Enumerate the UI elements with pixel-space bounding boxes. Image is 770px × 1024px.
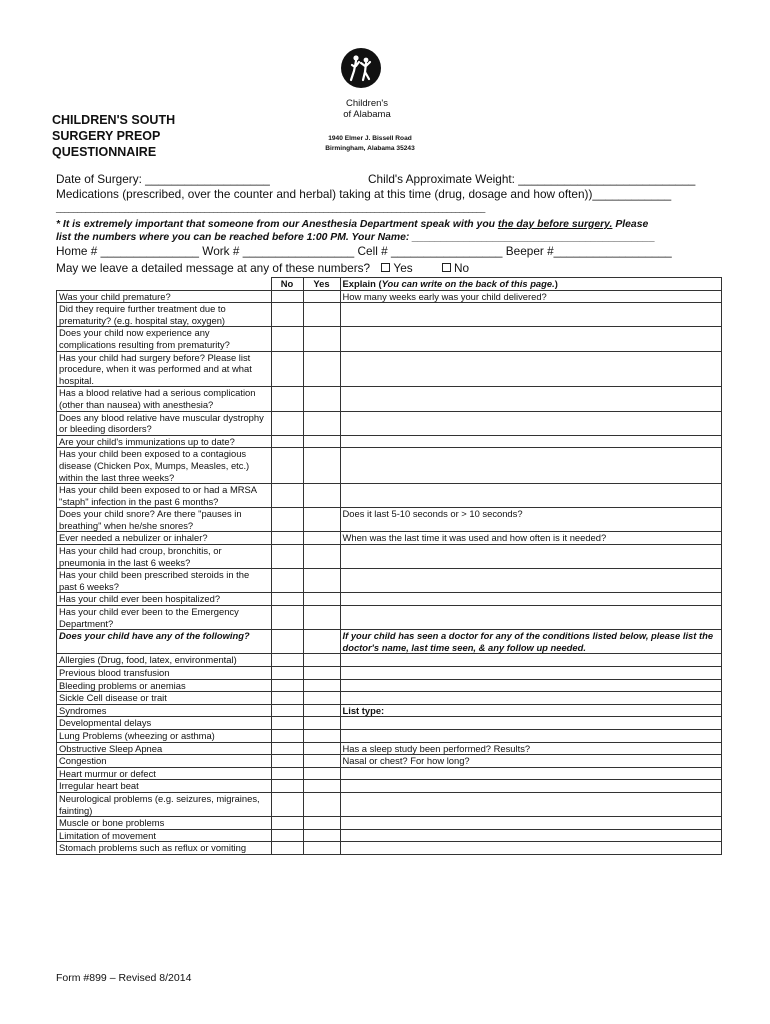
answer-no-cell[interactable]	[271, 692, 303, 705]
table-row	[57, 411, 722, 435]
explain-cell[interactable]	[340, 654, 721, 667]
question-text: Lung Problems (wheezing or asthma)	[57, 729, 272, 742]
table-row	[57, 679, 722, 692]
question-text: Has your child been exposed to or had a MRSA "staph" infection in the past 6 months?	[57, 484, 272, 508]
anesthesia-note: * It is extremely important that someone from our Anesthesia Department speak with you the day before surgery. Please	[56, 219, 649, 230]
table-row	[57, 717, 722, 730]
question-text: Does your child now experience any complications resulting from prematurity?	[57, 327, 272, 351]
explain-cell[interactable]	[340, 593, 721, 606]
answer-yes-cell[interactable]	[303, 435, 340, 448]
explain-cell[interactable]	[340, 842, 721, 855]
answer-no-cell[interactable]	[271, 484, 303, 508]
explain-cell[interactable]: Nasal or chest? For how long?	[340, 755, 721, 768]
table-row	[57, 435, 722, 448]
table-row	[57, 829, 722, 842]
table-row	[57, 704, 722, 717]
table-row	[57, 484, 722, 508]
answer-yes-cell[interactable]	[303, 654, 340, 667]
explain-cell[interactable]	[340, 545, 721, 569]
your-name-field[interactable]: list the numbers where you can be reached before 1:00 PM. Your Name: __________________________________________	[56, 232, 655, 243]
question-text: Has your child ever been to the Emergency Department?	[57, 606, 272, 630]
question-text: Ever needed a nebulizer or inhaler?	[57, 532, 272, 545]
answer-no-cell[interactable]	[271, 327, 303, 351]
section-row	[57, 630, 722, 654]
no-checkbox[interactable]	[442, 263, 451, 272]
explain-cell[interactable]	[340, 606, 721, 630]
table-row	[57, 448, 722, 484]
answer-yes-cell[interactable]	[303, 545, 340, 569]
question-text: Bleeding problems or anemias	[57, 679, 272, 692]
explain-cell[interactable]	[340, 829, 721, 842]
explain-cell[interactable]	[340, 780, 721, 793]
explain-cell[interactable]	[340, 387, 721, 411]
question-text: Previous blood transfusion	[57, 667, 272, 680]
table-row	[57, 532, 722, 545]
medications-continuation[interactable]: _____________________________________________________________________________________________________	[56, 204, 486, 213]
answer-no-cell[interactable]	[271, 679, 303, 692]
answer-no-cell[interactable]	[271, 742, 303, 755]
answer-yes-cell[interactable]	[303, 593, 340, 606]
question-text: Has your child been prescribed steroids in the past 6 weeks?	[57, 569, 272, 593]
question-text: Obstructive Sleep Apnea	[57, 742, 272, 755]
answer-no-cell[interactable]	[271, 667, 303, 680]
answer-no-cell[interactable]	[271, 606, 303, 630]
leave-message-question: May we leave a detailed message at any of these numbers? Yes No	[56, 261, 470, 275]
explain-cell[interactable]	[340, 303, 721, 327]
explain-cell[interactable]	[340, 448, 721, 484]
table-row	[57, 290, 722, 303]
explain-cell[interactable]: Has a sleep study been performed? Results?	[340, 742, 721, 755]
question-text: Sickle Cell disease or trait	[57, 692, 272, 705]
answer-yes-cell[interactable]	[303, 742, 340, 755]
question-text: Allergies (Drug, food, latex, environmental)	[57, 654, 272, 667]
explain-cell[interactable]	[340, 435, 721, 448]
answer-yes-cell[interactable]	[303, 679, 340, 692]
explain-cell[interactable]	[340, 667, 721, 680]
answer-no-cell[interactable]	[271, 755, 303, 768]
answer-no-cell[interactable]	[271, 842, 303, 855]
question-text: Irregular heart beat	[57, 780, 272, 793]
questionnaire-table	[56, 277, 722, 855]
answer-yes-cell[interactable]	[303, 729, 340, 742]
question-text: Stomach problems such as reflux or vomiting	[57, 842, 272, 855]
question-text: Has a blood relative had a serious complication (other than nausea) with anesthesia?	[57, 387, 272, 411]
table-row	[57, 593, 722, 606]
explain-cell[interactable]	[340, 569, 721, 593]
answer-yes-cell[interactable]	[303, 692, 340, 705]
table-row	[57, 387, 722, 411]
question-text: Syndromes	[57, 704, 272, 717]
answer-no-cell[interactable]	[271, 290, 303, 303]
answer-no-cell[interactable]	[271, 532, 303, 545]
answer-yes-cell[interactable]	[303, 630, 340, 654]
question-text: Muscle or bone problems	[57, 817, 272, 830]
answer-no-cell[interactable]	[271, 729, 303, 742]
answer-no-cell[interactable]	[271, 630, 303, 654]
question-text: Neurological problems (e.g. seizures, migraines, fainting)	[57, 792, 272, 816]
explain-cell[interactable]	[340, 679, 721, 692]
answer-no-cell[interactable]	[271, 387, 303, 411]
answer-no-cell[interactable]	[271, 508, 303, 532]
question-text: Has your child been exposed to a contagious disease (Chicken Pox, Mumps, Measles, etc.) within the last three weeks?	[57, 448, 272, 484]
explain-cell[interactable]: If your child has seen a doctor for any of the conditions listed below, please list the doctor's name, last time seen, & any follow up needed.	[340, 630, 721, 654]
question-text: Limitation of movement	[57, 829, 272, 842]
phone-numbers-field[interactable]: Home # _______________ Work # _________________ Cell # _________________ Beeper #__________________	[56, 244, 672, 258]
answer-yes-cell[interactable]	[303, 792, 340, 816]
table-row	[57, 817, 722, 830]
explain-cell[interactable]	[340, 729, 721, 742]
answer-yes-cell[interactable]	[303, 667, 340, 680]
table-row	[57, 545, 722, 569]
answer-no-cell[interactable]	[271, 569, 303, 593]
answer-yes-cell[interactable]	[303, 303, 340, 327]
table-row	[57, 842, 722, 855]
table-row	[57, 755, 722, 768]
answer-no-cell[interactable]	[271, 545, 303, 569]
answer-no-cell[interactable]	[271, 780, 303, 793]
explain-cell[interactable]	[340, 327, 721, 351]
answer-yes-cell[interactable]	[303, 290, 340, 303]
childrens-logo-icon	[340, 47, 382, 89]
explain-cell[interactable]	[340, 717, 721, 730]
table-row	[57, 606, 722, 630]
answer-no-cell[interactable]	[271, 767, 303, 780]
org-name: Children's of Alabama	[343, 98, 391, 120]
answer-no-cell[interactable]	[271, 829, 303, 842]
table-row	[57, 667, 722, 680]
table-row	[57, 692, 722, 705]
table-row	[57, 767, 722, 780]
weight-field[interactable]: Child's Approximate Weight: ___________________________	[368, 172, 696, 186]
answer-yes-cell[interactable]	[303, 448, 340, 484]
header-explain: Explain (You can write on the back of this page.)	[340, 278, 721, 291]
answer-yes-cell[interactable]	[303, 817, 340, 830]
explain-cell[interactable]	[340, 351, 721, 387]
answer-yes-cell[interactable]	[303, 484, 340, 508]
table-row	[57, 303, 722, 327]
table-row	[57, 327, 722, 351]
answer-no-cell[interactable]	[271, 654, 303, 667]
answer-yes-cell[interactable]	[303, 351, 340, 387]
question-text: Does your child snore? Are there "pauses in breathing" when he/she snores?	[57, 508, 272, 532]
date-of-surgery-field[interactable]: Date of Surgery: ___________________	[56, 172, 270, 186]
question-text: Congestion	[57, 755, 272, 768]
table-row	[57, 351, 722, 387]
answer-yes-cell[interactable]	[303, 532, 340, 545]
form-footer: Form #899 – Revised 8/2014	[56, 972, 192, 984]
no-label: No	[453, 261, 470, 275]
header-yes: Yes	[303, 278, 340, 291]
answer-yes-cell[interactable]	[303, 829, 340, 842]
table-row	[57, 792, 722, 816]
answer-yes-cell[interactable]	[303, 842, 340, 855]
answer-no-cell[interactable]	[271, 411, 303, 435]
explain-cell[interactable]: List type:	[340, 704, 721, 717]
header-no: No	[271, 278, 303, 291]
question-text: Does your child have any of the following?	[57, 630, 272, 654]
answer-no-cell[interactable]	[271, 435, 303, 448]
explain-cell[interactable]	[340, 411, 721, 435]
question-text: Has your child had surgery before? Please list procedure, when it was performed and at what hospital.	[57, 351, 272, 387]
explain-cell[interactable]: How many weeks early was your child delivered?	[340, 290, 721, 303]
header-blank	[57, 278, 272, 291]
explain-cell[interactable]	[340, 817, 721, 830]
table-row	[57, 729, 722, 742]
answer-yes-cell[interactable]	[303, 717, 340, 730]
answer-yes-cell[interactable]	[303, 387, 340, 411]
answer-no-cell[interactable]	[271, 351, 303, 387]
explain-cell[interactable]	[340, 692, 721, 705]
question-text: Does any blood relative have muscular dystrophy or bleeding disorders?	[57, 411, 272, 435]
table-row	[57, 654, 722, 667]
answer-yes-cell[interactable]	[303, 767, 340, 780]
answer-no-cell[interactable]	[271, 817, 303, 830]
question-text: Has your child had croup, bronchitis, or pneumonia in the last 6 weeks?	[57, 545, 272, 569]
answer-yes-cell[interactable]	[303, 569, 340, 593]
answer-no-cell[interactable]	[271, 593, 303, 606]
yes-checkbox[interactable]	[381, 263, 390, 272]
explain-cell[interactable]	[340, 484, 721, 508]
answer-yes-cell[interactable]	[303, 508, 340, 532]
explain-cell[interactable]	[340, 767, 721, 780]
table-row	[57, 508, 722, 532]
explain-cell[interactable]	[340, 792, 721, 816]
question-text: Was your child premature?	[57, 290, 272, 303]
answer-yes-cell[interactable]	[303, 755, 340, 768]
answer-yes-cell[interactable]	[303, 606, 340, 630]
answer-no-cell[interactable]	[271, 717, 303, 730]
question-text: Are your child's immunizations up to date?	[57, 435, 272, 448]
question-text: Developmental delays	[57, 717, 272, 730]
answer-no-cell[interactable]	[271, 792, 303, 816]
question-text: Heart murmur or defect	[57, 767, 272, 780]
table-header-row	[57, 278, 722, 291]
question-text: Has your child ever been hospitalized?	[57, 593, 272, 606]
answer-yes-cell[interactable]	[303, 780, 340, 793]
medications-field[interactable]: Medications (prescribed, over the counter and herbal) taking at this time (drug, dosage and how often))____________	[56, 187, 672, 201]
answer-yes-cell[interactable]	[303, 327, 340, 351]
answer-yes-cell[interactable]	[303, 704, 340, 717]
table-row	[57, 780, 722, 793]
answer-yes-cell[interactable]	[303, 411, 340, 435]
table-row	[57, 742, 722, 755]
question-text: Did they require further treatment due to prematurity? (e.g. hospital stay, oxygen)	[57, 303, 272, 327]
answer-no-cell[interactable]	[271, 303, 303, 327]
explain-cell[interactable]: Does it last 5-10 seconds or > 10 seconds?	[340, 508, 721, 532]
table-row	[57, 569, 722, 593]
explain-cell[interactable]: When was the last time it was used and how often is it needed?	[340, 532, 721, 545]
answer-no-cell[interactable]	[271, 448, 303, 484]
form-title: CHILDREN'S SOUTH SURGERY PREOP QUESTIONNAIRE	[52, 113, 176, 159]
yes-label: Yes	[393, 261, 413, 275]
answer-no-cell[interactable]	[271, 704, 303, 717]
org-address: 1940 Elmer J. Bissell Road Birmingham, Alabama 35243	[325, 135, 415, 152]
